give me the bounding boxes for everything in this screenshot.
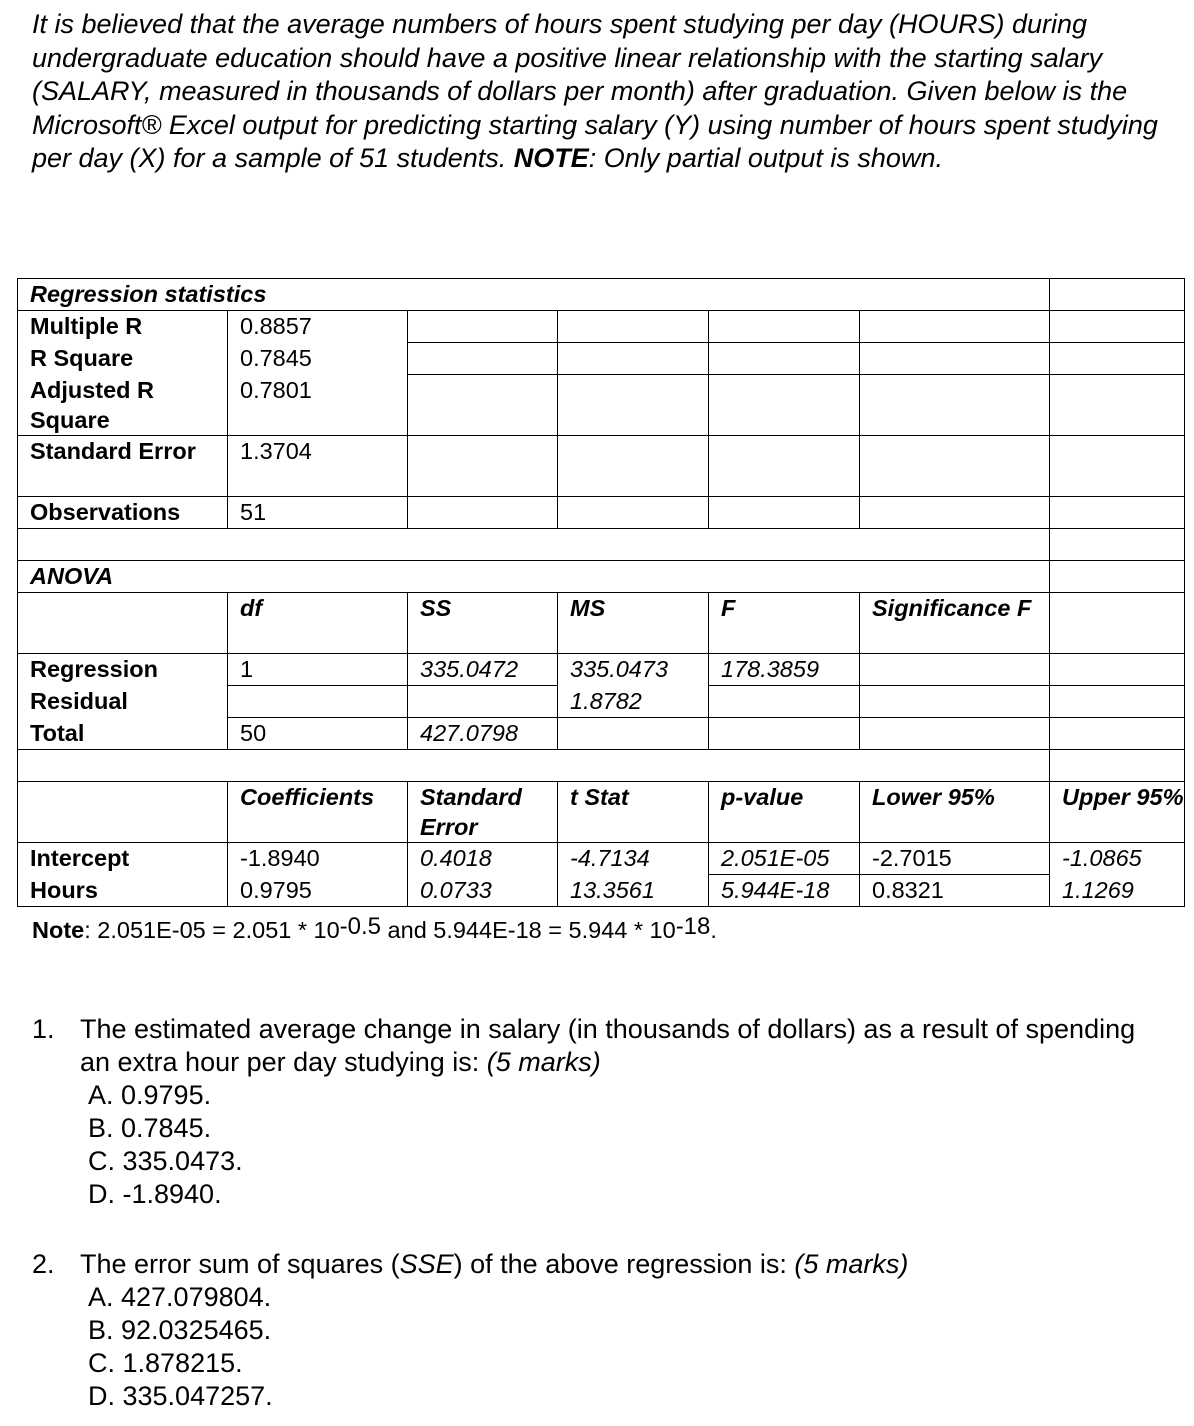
coef-value: 0.9795 — [228, 875, 408, 907]
anova-header-ms: MS — [558, 593, 709, 654]
answer-option[interactable]: D. 335.047257. — [88, 1381, 273, 1411]
coef-header-t-stat: t Stat — [558, 782, 709, 843]
question-text-post: ) of the above regression is: — [453, 1249, 795, 1279]
answer-options — [88, 1079, 1140, 1211]
footnote-part3: . — [710, 917, 717, 943]
question-number: 1. — [32, 1014, 55, 1044]
anova-f — [709, 718, 860, 750]
intro-note-text: : Only partial output is shown. — [588, 143, 943, 173]
stat-value: 1.3704 — [228, 436, 408, 497]
intro-paragraph — [32, 8, 1182, 176]
answer-option[interactable]: B. 0.7845. — [88, 1113, 212, 1143]
coef-header-upper-95: Upper 95% — [1050, 782, 1185, 843]
stat-value: 51 — [228, 497, 408, 529]
question-text: The estimated average change in salary (in thousands of dollars) as a result of spending an extra hour per day studying is: — [80, 1014, 1136, 1077]
regression-output-table — [17, 278, 1185, 907]
coef-se: 0.0733 — [408, 875, 558, 907]
answer-options — [88, 1281, 1140, 1413]
anova-f: 178.3859 — [709, 654, 860, 686]
anova-row — [18, 654, 1185, 686]
coef-upper: -1.0865 — [1050, 843, 1185, 875]
coef-t: -4.7134 — [558, 843, 709, 875]
footnote-label: Note — [32, 917, 85, 943]
anova-label: Residual — [18, 686, 228, 718]
question-2 — [32, 1248, 1140, 1413]
anova-title-row — [18, 561, 1185, 593]
anova-header-df: df — [228, 593, 408, 654]
anova-f — [709, 686, 860, 718]
intro-text: It is believed that the average numbers of hours spent studying per day (HOURS) during undergraduate education should have a positive linear relationship with the starting salary (SALARY, measured in thousands of dollars per month) after graduation. Given below is the Microsoft® Excel output for predicting starting salary (Y) using number of hours spent studying per day (X) for a sample of 51 students. — [32, 9, 1158, 173]
question-stem — [80, 1248, 1140, 1281]
footnote-part1: : 2.051E-05 = 2.051 * 10 — [84, 917, 340, 943]
stat-value: 0.7845 — [228, 343, 408, 375]
coef-label: Intercept — [18, 843, 228, 875]
coef-header-standard-error: Standard Error — [408, 782, 558, 843]
anova-sig — [860, 686, 1050, 718]
anova-header-ss: SS — [408, 593, 558, 654]
coef-header-p-value: p-value — [709, 782, 860, 843]
stat-label: Standard Error — [18, 436, 228, 497]
answer-option[interactable]: A. 427.079804. — [88, 1282, 272, 1312]
anova-label: Total — [18, 718, 228, 750]
footnote-exponent-1: -0.5 — [339, 913, 382, 940]
question-text-em: SSE — [399, 1249, 454, 1279]
stat-label: Multiple R — [18, 311, 228, 343]
coefficients-row — [18, 875, 1185, 907]
coefficients-header-row — [18, 782, 1185, 843]
anova-sig — [860, 654, 1050, 686]
coef-label: Hours — [18, 875, 228, 907]
footnote — [32, 915, 717, 946]
coef-header-coefficients: Coefficients — [228, 782, 408, 843]
anova-ss: 427.0798 — [408, 718, 558, 750]
answer-option[interactable]: D. -1.8940. — [88, 1179, 222, 1209]
anova-ms: 1.8782 — [558, 686, 709, 718]
question-stem — [80, 1013, 1140, 1079]
stat-label: Observations — [18, 497, 228, 529]
regression-statistics-title-row — [18, 279, 1185, 311]
coef-p: 5.944E-18 — [709, 875, 860, 907]
stat-value: 0.7801 — [228, 375, 408, 436]
anova-df — [228, 686, 408, 718]
anova-title: ANOVA — [18, 561, 1050, 593]
coef-upper: 1.1269 — [1050, 875, 1185, 907]
anova-ss: 335.0472 — [408, 654, 558, 686]
question-1 — [32, 1013, 1140, 1211]
coef-value: -1.8940 — [228, 843, 408, 875]
answer-option[interactable]: C. 335.0473. — [88, 1146, 243, 1176]
anova-ms — [558, 718, 709, 750]
anova-df: 1 — [228, 654, 408, 686]
coef-se: 0.4018 — [408, 843, 558, 875]
anova-ss — [408, 686, 558, 718]
coef-header-lower-95: Lower 95% — [860, 782, 1050, 843]
anova-header-row — [18, 593, 1185, 654]
regression-statistics-title: Regression statistics — [18, 279, 1050, 311]
answer-option[interactable]: C. 1.878215. — [88, 1348, 243, 1378]
spacer-row — [18, 750, 1185, 782]
coef-p: 2.051E-05 — [709, 843, 860, 875]
anova-header-f: F — [709, 593, 860, 654]
stat-row — [18, 375, 1185, 436]
footnote-part2: and 5.944E-18 = 5.944 * 10 — [381, 917, 676, 943]
answer-option[interactable]: A. 0.9795. — [88, 1080, 212, 1110]
anova-label: Regression — [18, 654, 228, 686]
intro-note-label: NOTE — [513, 143, 589, 173]
spacer-row — [18, 529, 1185, 561]
stat-label: R Square — [18, 343, 228, 375]
question-marks: (5 marks) — [794, 1249, 909, 1279]
coefficients-row — [18, 843, 1185, 875]
anova-df: 50 — [228, 718, 408, 750]
anova-row — [18, 718, 1185, 750]
stat-row — [18, 343, 1185, 375]
question-text-pre: The error sum of squares ( — [80, 1249, 400, 1279]
anova-row — [18, 686, 1185, 718]
coef-t: 13.3561 — [558, 875, 709, 907]
anova-sig — [860, 718, 1050, 750]
stat-value: 0.8857 — [228, 311, 408, 343]
stat-row — [18, 436, 1185, 497]
stat-row — [18, 497, 1185, 529]
coef-lower: 0.8321 — [860, 875, 1050, 907]
anova-header-significance: Significance F — [860, 593, 1050, 654]
answer-option[interactable]: B. 92.0325465. — [88, 1315, 272, 1345]
footnote-exponent-2: -18 — [675, 913, 711, 940]
stat-row — [18, 311, 1185, 343]
anova-ms: 335.0473 — [558, 654, 709, 686]
stat-label: Adjusted R Square — [18, 375, 228, 436]
question-number: 2. — [32, 1249, 55, 1279]
coef-lower: -2.7015 — [860, 843, 1050, 875]
question-marks: (5 marks) — [486, 1047, 601, 1077]
